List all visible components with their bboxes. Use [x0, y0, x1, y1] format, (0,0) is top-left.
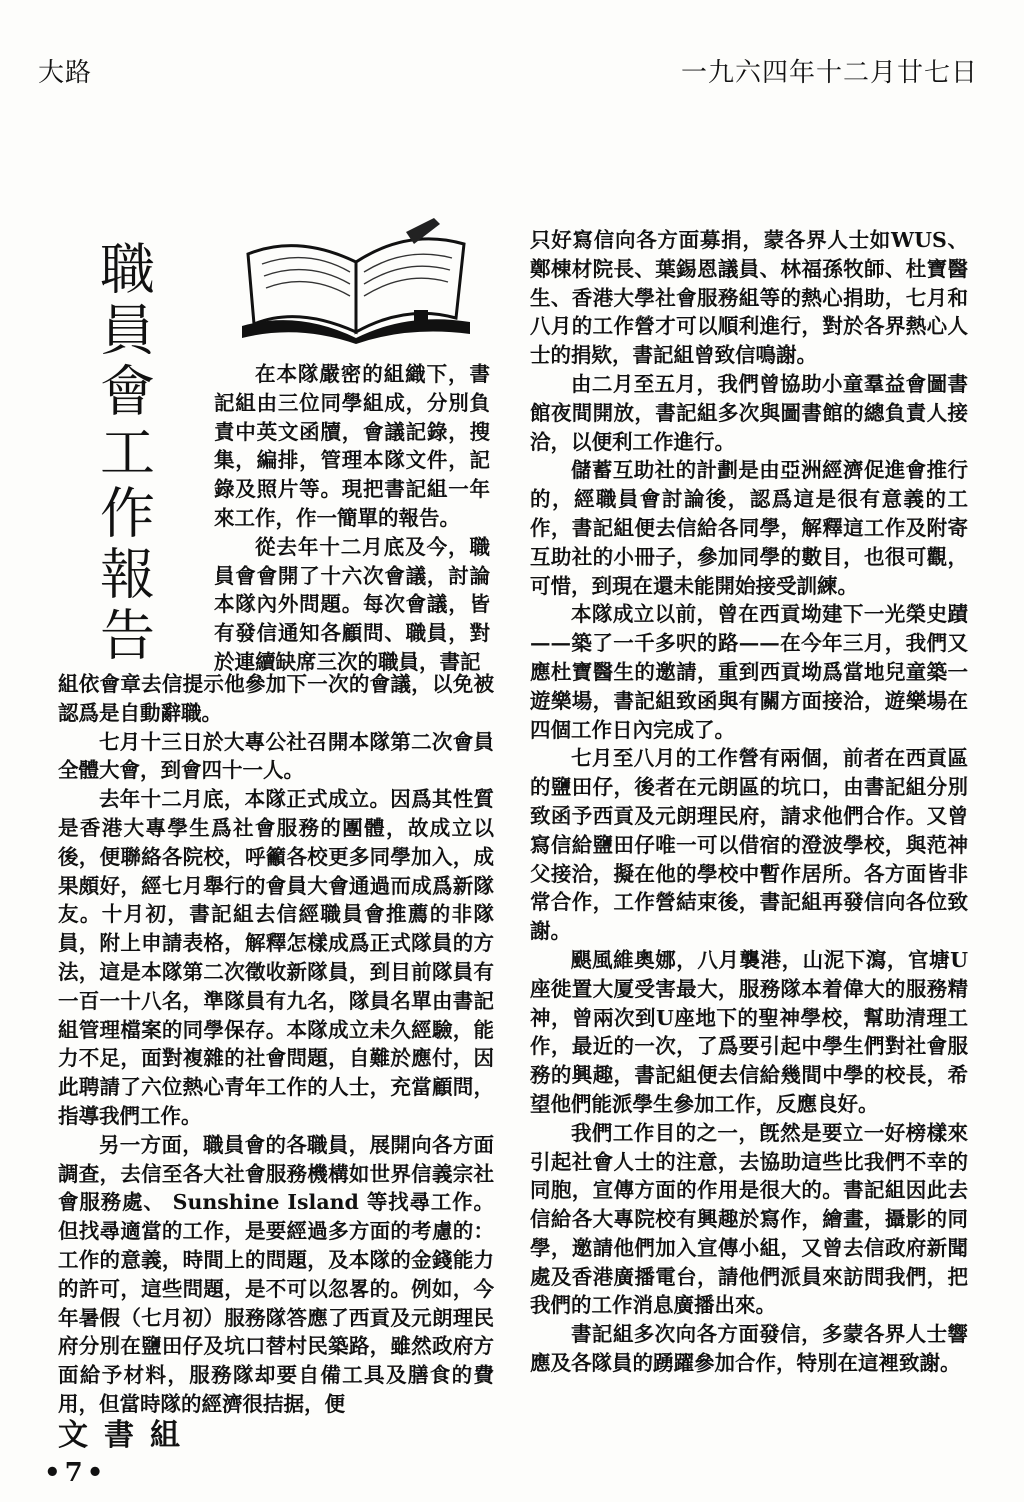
header-date: 一九六四年十二月廿七日 [680, 58, 978, 88]
left-paragraph-2: 七月十三日於大專公社召開本隊第二次會員全體大會，到會四十一人。 [58, 729, 494, 783]
right-paragraph-3: 儲蓄互助社的計劃是由亞洲經濟促進會推行的，經職員會討論後，認爲這是很有意義的工作，書記組便去信給各同學，解釋這工作及附寄互助社的小冊子，參加同學的數目，也很可觀，可惜，到現在還未能開始接受訓練。 [530, 458, 968, 598]
right-paragraph-8: 書記組多次向各方面發信，多蒙各界人士響應及各隊員的踴躍參加合作，特別在這裡致謝。 [530, 1322, 968, 1376]
header-publication: 大路 [38, 58, 93, 88]
signature: 文書組 [58, 1418, 196, 1453]
left-paragraph-3: 去年十二月底，本隊正式成立。因爲其性質是香港大專學生爲社會服務的團體，故成立以後，便聯絡各院校，呼籲各校更多同學加入，成果頗好，經七月舉行的會員大會通過而成爲新隊友。十月初，書記組去信經職員會推薦的非隊員，附上申請表格，解釋怎樣成爲正式隊員的方法，這是本隊第二次徵收新隊員，到目前隊員有一百一十八名，準隊員有九名，隊員名單由書記組管理檔案的同學保存。本隊成立未久經驗，能力不足，面對複雜的社會問題，自難於應付，因此聘請了六位熱心青年工作的人士，充當顧問，指導我們工作。 [58, 787, 494, 1128]
open-book-icon [238, 214, 478, 344]
right-paragraph-4: 本隊成立以前，曾在西貢坳建下一光榮史蹟——築了一千多呎的路——在今年三月，我們又應杜寶醫生的邀請，重到西貢坳爲當地兒童築一遊樂場，書記組致函與有關方面接洽，遊樂場在四個工作日內完成了。 [530, 602, 968, 742]
intro-paragraph-1: 在本隊嚴密的組織下，書記組由三位同學組成，分別負責中英文函牘，會議記錄，搜集，編排，管理本隊文件，記錄及照片等。現把書記組一年來工作，作一簡單的報告。 [214, 362, 490, 530]
intro-paragraph-2: 從去年十二月底及今，職員會會開了十六次會議，討論本隊內外問題。每次會議，皆有發信通知各顧問、職員，對於連續缺席三次的職員，書記 [214, 534, 490, 674]
intro-text [214, 360, 490, 677]
left-paragraph-1: 組依會章去信提示他參加下一次的會議，以免被認爲是自動辭職。 [58, 672, 494, 725]
article-title: 職員會工作報告 [91, 240, 155, 667]
right-paragraph-6: 颶風維奧娜，八月襲港，山泥下瀉，官塘U座徙置大厦受害最大，服務隊本着偉大的服務精神，曾兩次到U座地下的聖神學校，幫助清理工作，最近的一次，了爲要引起中學生們對社會服務的興趣，書記組便去信給幾間中學的校長，希望他們能派學生參加工作，反應良好。 [530, 947, 968, 1116]
right-paragraph-5: 七月至八月的工作營有兩個，前者在西貢區的鹽田仔，後者在元朗區的坑口，由書記組分別致函予西貢及元朗理民府，請求他們合作。又曾寫信給鹽田仔唯一可以借宿的澄波學校，與范神父接洽，擬在他的學校中暫作居所。各方面皆非常合作，工作營結束後，書記組再發信向各位致謝。 [530, 746, 968, 944]
right-column [530, 226, 968, 1378]
page-number: •7• [44, 1458, 108, 1488]
right-paragraph-2: 由二月至五月，我們曾協助小童羣益會圖書館夜間開放，書記組多次與圖書館的總負責人接洽，以便利工作進行。 [530, 371, 968, 454]
right-paragraph-7: 我們工作目的之一，旣然是要立一好榜樣來引起社會人士的注意，去協助這些比我們不幸的同胞，宣傳方面的作用是很大的。書記組因此去信給各大專院校有興趣於寫作，繪畫，攝影的同學，邀請他們加入宣傳小組，又曾去信政府新聞處及香港廣播電台，請他們派員來訪問我們，把我們的工作消息廣播出來。 [530, 1120, 968, 1318]
left-paragraph-4: 另一方面，職員會的各職員，展開向各方面調查，去信至各大社會服務機構如世界信義宗社會服務處、 Sunshine Island 等找尋工作。但找尋適當的工作，是要經過多方面的考慮的：工作的意義，時間上的問題，及本隊的金錢能力的許可，這些問題，是不可以忽畧的。例如，今年暑假（七月初）服務隊答應了西貢及元朗理民府分別在鹽田仔及坑口替村民築路，雖然政府方面給予材料，服務隊却要自備工具及膳食的費用，但當時隊的經濟很拮据，便 [58, 1132, 494, 1416]
right-paragraph-1: 只好寫信向各方面募捐，蒙各界人士如WUS、鄭棟材院長、葉錫恩議員、林福孫牧師、杜寶醫生、香港大學社會服務組等的熱心捐助，七月和八月的工作營才可以順利進行，對於各界熱心人士的捐欵，書記組曾致信鳴謝。 [530, 228, 968, 368]
left-column [58, 670, 494, 1419]
